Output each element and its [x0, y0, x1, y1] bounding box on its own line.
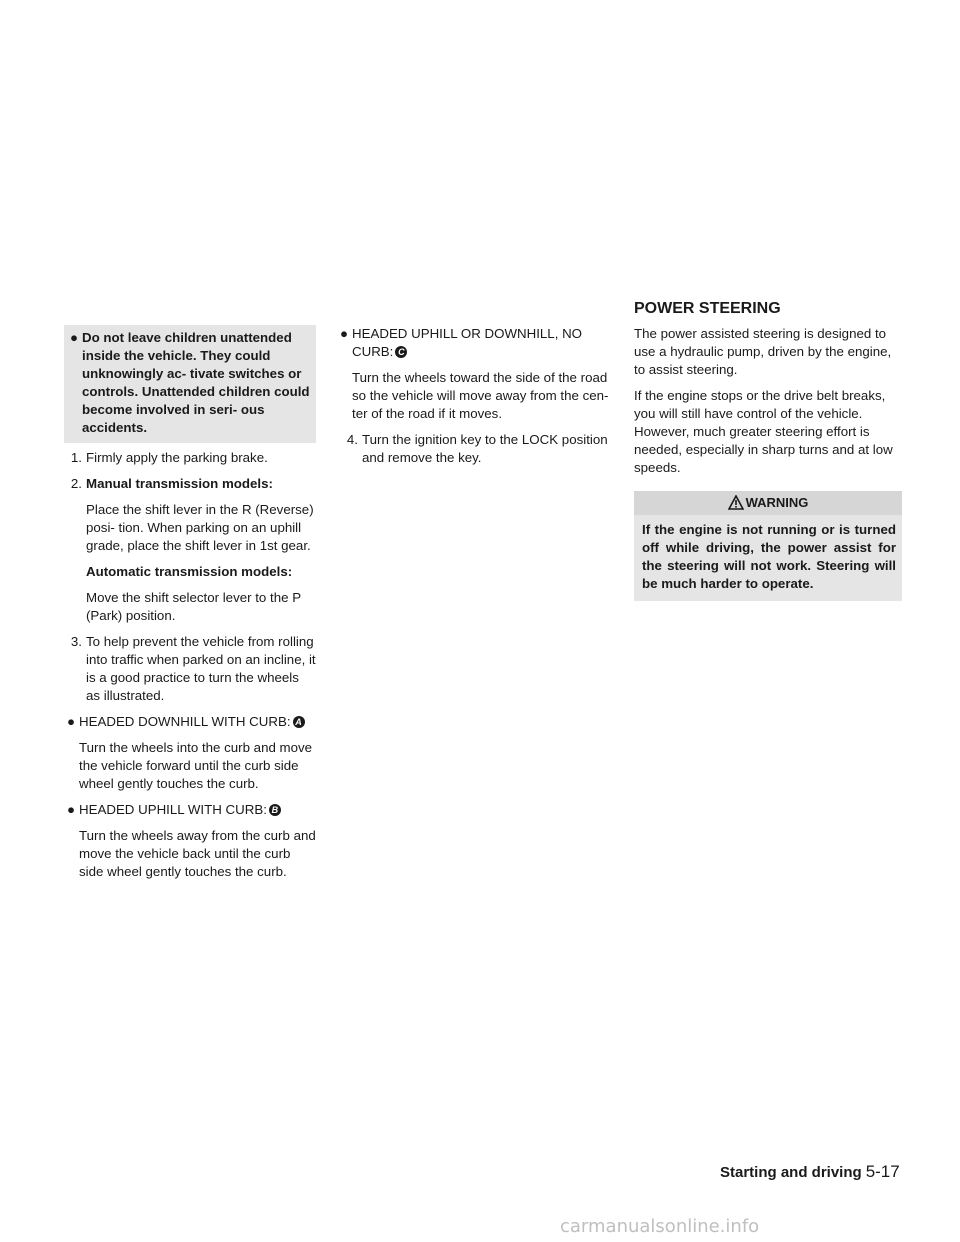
- warning-triangle-icon: [728, 495, 744, 510]
- bullet-icon: ●: [67, 802, 76, 817]
- footer-section: Starting and driving: [720, 1164, 862, 1181]
- downhill-curb-text: Turn the wheels into the curb and move the vehicle forward until the curb side wheel gently touches the curb.: [79, 740, 313, 791]
- circle-b-icon: B: [269, 804, 281, 816]
- power-steering-para-2: If the engine stops or the drive belt breaks, you will still have control of the vehicle. However, much greater steering effort is needed, especially in sharp turns and at low speeds.: [634, 388, 893, 475]
- column-3: [634, 325, 902, 601]
- warning-label: WARNING: [745, 495, 809, 510]
- automatic-transmission-text: Move the shift selector lever to the P (Park) position.: [86, 590, 301, 623]
- warning-text: If the engine is not running or is turned off while driving, the power assist for the steering will not work. Steering will be much harder to operate.: [642, 522, 896, 591]
- step-1-text: Firmly apply the parking brake.: [86, 450, 268, 465]
- bullet-icon: ●: [70, 330, 79, 345]
- no-curb-text: Turn the wheels toward the side of the road so the vehicle will move away from the cen- ter of the road if it moves.: [352, 370, 609, 421]
- bullet-no-curb: [340, 325, 610, 423]
- section-title: POWER STEERING: [634, 300, 781, 317]
- page-footer: [720, 1163, 900, 1182]
- downhill-curb-label: HEADED DOWNHILL WITH CURB:: [79, 714, 291, 729]
- step-number: 2.: [70, 476, 82, 491]
- bullet-icon: ●: [340, 326, 349, 341]
- step-4-text: Turn the ignition key to the LOCK position and remove the key.: [362, 432, 608, 465]
- warning-box: [634, 491, 902, 601]
- step-number: 4.: [346, 432, 358, 447]
- bullet-uphill-curb: [64, 801, 316, 881]
- bullet-icon: ●: [67, 714, 76, 729]
- child-warning-box: [64, 325, 316, 443]
- child-warning-text: Do not leave children unattended inside the vehicle. They could unknowingly ac- tivate switches or controls. Unattended children could become involved in seri- ous accidents.: [82, 330, 310, 435]
- step-number: 3.: [70, 634, 82, 649]
- power-steering-para-1: The power assisted steering is designed to use a hydraulic pump, driven by the engine, to assist steering.: [634, 326, 892, 377]
- column-2: [340, 325, 610, 475]
- manual-transmission-heading: Manual transmission models:: [86, 476, 273, 491]
- step-1: [64, 449, 316, 467]
- step-number: 1.: [70, 450, 82, 465]
- manual-transmission-text: Place the shift lever in the R (Reverse) posi- tion. When parking on an uphill grade, place the shift lever in 1st gear.: [86, 502, 314, 553]
- column-1: [64, 325, 316, 889]
- warning-header: [634, 491, 902, 515]
- step-4: [340, 431, 610, 467]
- circle-a-icon: A: [293, 716, 305, 728]
- step-3-text: To help prevent the vehicle from rolling into traffic when parked on an incline, it is a good practice to turn the wheels as illustrated.: [86, 634, 316, 703]
- page-number: 5-17: [865, 1162, 900, 1181]
- uphill-curb-text: Turn the wheels away from the curb and move the vehicle back until the curb side wheel gently touches the curb.: [79, 828, 316, 879]
- step-3: [64, 633, 316, 705]
- automatic-transmission-heading: Automatic transmission models:: [86, 564, 293, 579]
- uphill-curb-label: HEADED UPHILL WITH CURB:: [79, 802, 267, 817]
- step-2: [64, 475, 316, 625]
- bullet-downhill-curb: [64, 713, 316, 793]
- watermark: carmanualsonline.info: [560, 1216, 760, 1237]
- no-curb-label: HEADED UPHILL OR DOWNHILL, NO CURB:: [352, 326, 583, 359]
- circle-c-icon: C: [395, 346, 407, 358]
